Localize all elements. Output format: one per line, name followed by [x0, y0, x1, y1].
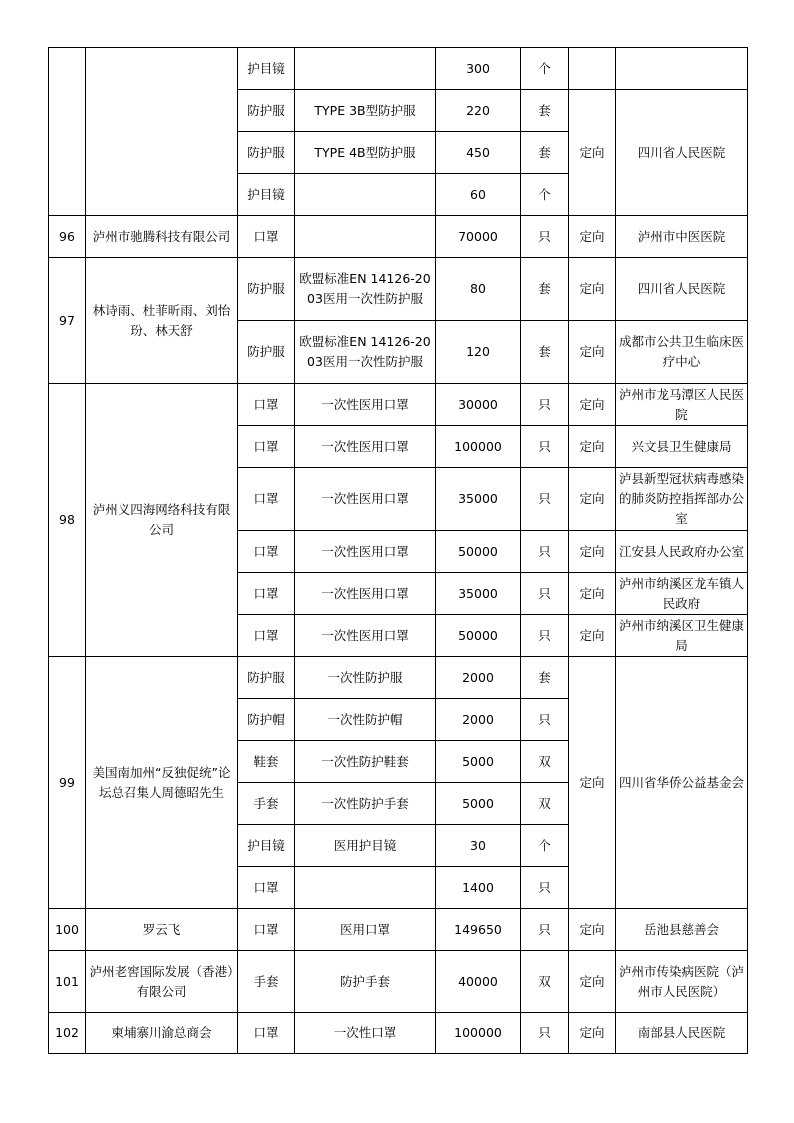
cell-qty: 50000: [436, 531, 521, 573]
cell-unit: 只: [521, 615, 569, 657]
cell-donor: 柬埔寨川渝总商会: [86, 1013, 238, 1054]
cell-spec: 一次性医用口罩: [295, 468, 436, 531]
cell-recipient: 泸州市中医医院: [616, 216, 748, 258]
cell-type: 定向: [569, 384, 616, 426]
cell-item: 手套: [238, 951, 295, 1013]
cell-spec: [295, 48, 436, 90]
cell-spec: 一次性医用口罩: [295, 573, 436, 615]
cell-spec: TYPE 3B型防护服: [295, 90, 436, 132]
cell-spec: 欧盟标准EN 14126-2003医用一次性防护服: [295, 258, 436, 321]
table-row: [49, 48, 748, 90]
cell-recipient: 泸县新型冠状病毒感染的肺炎防控指挥部办公室: [616, 468, 748, 531]
cell-qty: 30000: [436, 384, 521, 426]
cell-item: 口罩: [238, 867, 295, 909]
cell-item: 防护服: [238, 657, 295, 699]
cell-type: 定向: [569, 1013, 616, 1054]
cell-spec: 医用护目镜: [295, 825, 436, 867]
cell-item: 口罩: [238, 909, 295, 951]
cell-donor: 美国南加州“反独促统”论坛总召集人周德昭先生: [86, 657, 238, 909]
cell-recipient: 四川省华侨公益基金会: [616, 657, 748, 909]
cell-recipient: 南部县人民医院: [616, 1013, 748, 1054]
cell-type: 定向: [569, 951, 616, 1013]
cell-spec: 一次性防护服: [295, 657, 436, 699]
cell-type: 定向: [569, 657, 616, 909]
cell-recipient: 岳池县慈善会: [616, 909, 748, 951]
cell-recipient: 泸州市龙马潭区人民医院: [616, 384, 748, 426]
cell-qty: 220: [436, 90, 521, 132]
cell-item: 口罩: [238, 468, 295, 531]
cell-spec: 防护手套: [295, 951, 436, 1013]
cell-no: 98: [49, 384, 86, 657]
cell-spec: 医用口罩: [295, 909, 436, 951]
table-row: [49, 909, 748, 951]
cell-spec: 一次性医用口罩: [295, 426, 436, 468]
table-row: [49, 1013, 748, 1054]
cell-no: 97: [49, 258, 86, 384]
cell-recipient: 成都市公共卫生临床医疗中心: [616, 321, 748, 384]
table-row: [49, 951, 748, 1013]
cell-qty: 35000: [436, 573, 521, 615]
cell-spec: 一次性医用口罩: [295, 384, 436, 426]
cell-no: [49, 48, 86, 216]
cell-qty: 35000: [436, 468, 521, 531]
cell-item: 口罩: [238, 531, 295, 573]
cell-unit: 个: [521, 174, 569, 216]
cell-item: 护目镜: [238, 174, 295, 216]
cell-unit: 只: [521, 1013, 569, 1054]
cell-unit: 套: [521, 321, 569, 384]
cell-qty: 40000: [436, 951, 521, 1013]
cell-spec: 一次性口罩: [295, 1013, 436, 1054]
cell-qty: 60: [436, 174, 521, 216]
cell-item: 口罩: [238, 426, 295, 468]
cell-qty: 120: [436, 321, 521, 384]
cell-unit: 双: [521, 741, 569, 783]
cell-type: 定向: [569, 468, 616, 531]
cell-spec: 一次性防护手套: [295, 783, 436, 825]
cell-type: 定向: [569, 90, 616, 216]
cell-type: 定向: [569, 573, 616, 615]
cell-unit: 套: [521, 90, 569, 132]
cell-qty: 100000: [436, 426, 521, 468]
cell-donor: 罗云飞: [86, 909, 238, 951]
cell-spec: 一次性医用口罩: [295, 615, 436, 657]
table-row: [49, 384, 748, 426]
cell-unit: 只: [521, 468, 569, 531]
cell-item: 口罩: [238, 615, 295, 657]
cell-unit: 套: [521, 132, 569, 174]
cell-qty: 80: [436, 258, 521, 321]
cell-qty: 70000: [436, 216, 521, 258]
cell-item: 防护帽: [238, 699, 295, 741]
table-row: [49, 258, 748, 321]
cell-type: [569, 48, 616, 90]
cell-unit: 只: [521, 867, 569, 909]
cell-recipient: 四川省人民医院: [616, 90, 748, 216]
cell-unit: 只: [521, 426, 569, 468]
cell-qty: 1400: [436, 867, 521, 909]
cell-unit: 套: [521, 258, 569, 321]
cell-item: 手套: [238, 783, 295, 825]
cell-no: 101: [49, 951, 86, 1013]
cell-item: 防护服: [238, 321, 295, 384]
cell-recipient: 泸州市纳溪区卫生健康局: [616, 615, 748, 657]
cell-item: 护目镜: [238, 48, 295, 90]
cell-unit: 只: [521, 216, 569, 258]
cell-qty: 450: [436, 132, 521, 174]
cell-item: 口罩: [238, 573, 295, 615]
cell-item: 防护服: [238, 90, 295, 132]
cell-item: 防护服: [238, 132, 295, 174]
cell-type: 定向: [569, 426, 616, 468]
cell-unit: 双: [521, 783, 569, 825]
cell-no: 100: [49, 909, 86, 951]
cell-item: 护目镜: [238, 825, 295, 867]
cell-recipient: 兴文县卫生健康局: [616, 426, 748, 468]
cell-item: 防护服: [238, 258, 295, 321]
cell-qty: 2000: [436, 699, 521, 741]
cell-type: 定向: [569, 216, 616, 258]
cell-recipient: 泸州市传染病医院（泸州市人民医院）: [616, 951, 748, 1013]
donation-table: [48, 47, 748, 1054]
cell-unit: 只: [521, 699, 569, 741]
cell-item: 口罩: [238, 384, 295, 426]
cell-unit: 套: [521, 657, 569, 699]
cell-item: 鞋套: [238, 741, 295, 783]
cell-unit: 个: [521, 825, 569, 867]
cell-donor: 林诗雨、杜菲昕雨、刘怡玢、林天舒: [86, 258, 238, 384]
cell-donor: 泸州市驰腾科技有限公司: [86, 216, 238, 258]
cell-unit: 只: [521, 909, 569, 951]
cell-qty: 5000: [436, 783, 521, 825]
cell-qty: 100000: [436, 1013, 521, 1054]
cell-no: 99: [49, 657, 86, 909]
cell-no: 96: [49, 216, 86, 258]
cell-unit: 个: [521, 48, 569, 90]
cell-unit: 双: [521, 951, 569, 1013]
cell-type: 定向: [569, 615, 616, 657]
cell-item: 口罩: [238, 216, 295, 258]
cell-recipient: 泸州市纳溪区龙车镇人民政府: [616, 573, 748, 615]
cell-qty: 50000: [436, 615, 521, 657]
cell-qty: 30: [436, 825, 521, 867]
cell-unit: 只: [521, 384, 569, 426]
cell-item: 口罩: [238, 1013, 295, 1054]
cell-donor: 泸州义四海网络科技有限公司: [86, 384, 238, 657]
cell-donor: [86, 48, 238, 216]
cell-spec: 一次性医用口罩: [295, 531, 436, 573]
table-row: [49, 657, 748, 699]
cell-unit: 只: [521, 573, 569, 615]
cell-type: 定向: [569, 909, 616, 951]
cell-qty: 2000: [436, 657, 521, 699]
cell-spec: TYPE 4B型防护服: [295, 132, 436, 174]
cell-spec: 一次性防护帽: [295, 699, 436, 741]
cell-recipient: 四川省人民医院: [616, 258, 748, 321]
cell-qty: 149650: [436, 909, 521, 951]
cell-spec: [295, 216, 436, 258]
cell-spec: 欧盟标准EN 14126-2003医用一次性防护服: [295, 321, 436, 384]
cell-qty: 300: [436, 48, 521, 90]
table-row: [49, 216, 748, 258]
cell-no: 102: [49, 1013, 86, 1054]
cell-type: 定向: [569, 321, 616, 384]
cell-spec: [295, 867, 436, 909]
cell-recipient: 江安县人民政府办公室: [616, 531, 748, 573]
cell-type: 定向: [569, 531, 616, 573]
cell-qty: 5000: [436, 741, 521, 783]
cell-donor: 泸州老窖国际发展（香港）有限公司: [86, 951, 238, 1013]
cell-spec: [295, 174, 436, 216]
cell-unit: 只: [521, 531, 569, 573]
cell-spec: 一次性防护鞋套: [295, 741, 436, 783]
cell-recipient: [616, 48, 748, 90]
cell-type: 定向: [569, 258, 616, 321]
